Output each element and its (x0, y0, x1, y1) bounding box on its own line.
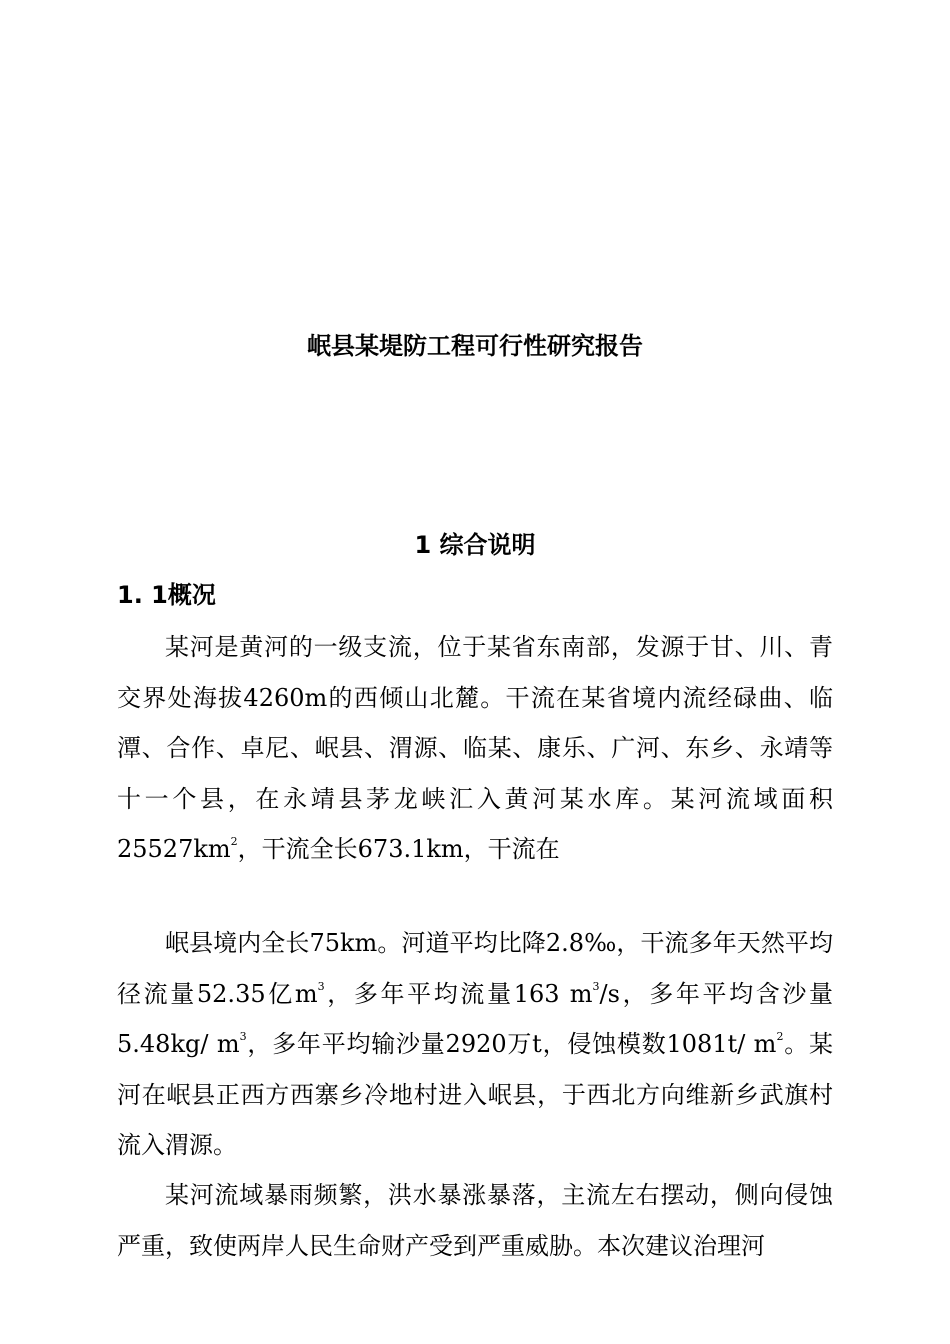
document-title: 岷县某堤防工程可行性研究报告 (307, 332, 643, 360)
chapter-heading: 1 综合说明 (414, 531, 536, 559)
paragraph-span: ，多年平均流量163 m (324, 979, 593, 1008)
superscript: 3 (592, 979, 600, 993)
paragraph-span: 。某河在岷县正西方西寨乡冷地村进入岷县，于西北方向维新乡武旗村流入渭源。 (117, 1030, 834, 1159)
paragraph-overview-1 (117, 622, 833, 875)
paragraph-overview-2 (117, 918, 833, 1171)
paragraph-span: /s，多年平均含沙量5.48kg/ m (117, 979, 833, 1058)
superscript: 2 (776, 1030, 784, 1043)
paragraph-span: ，干流全长673.1km，干流在 (237, 835, 560, 863)
paragraph-text (117, 622, 833, 875)
paragraph-span: ，多年平均输沙量2920万t，侵蚀模数1081t/ m (246, 1030, 777, 1058)
paragraph-overview-3 (117, 1170, 833, 1271)
paragraph-span: 岷县境内全长75km。河道平均比降2.8‰，干流多年天然平均径流量52.35亿m (117, 929, 833, 1008)
paragraph-text (117, 918, 833, 1171)
paragraph-span: 某河是黄河的一级支流，位于某省东南部，发源于甘、川、青交界处海拔4260m的西倾山北麓。干流在某省境内流经碌曲、临潭、合作、卓尼、岷县、渭源、临某、康乐、广河、东乡、永靖等十一个县，在永靖县茅龙峡汇入黄河某水库。某河流域面积25527km (117, 633, 833, 863)
superscript: 2 (230, 835, 238, 848)
paragraph-text: 某河流域暴雨频繁，洪水暴涨暴落，主流左右摆动，侧向侵蚀严重，致使两岸人民生命财产受到严重威胁。本次建议治理河 (117, 1181, 833, 1260)
superscript: 3 (317, 979, 325, 993)
section-heading: 1. 1概况 (117, 581, 216, 609)
superscript: 3 (239, 1030, 247, 1043)
